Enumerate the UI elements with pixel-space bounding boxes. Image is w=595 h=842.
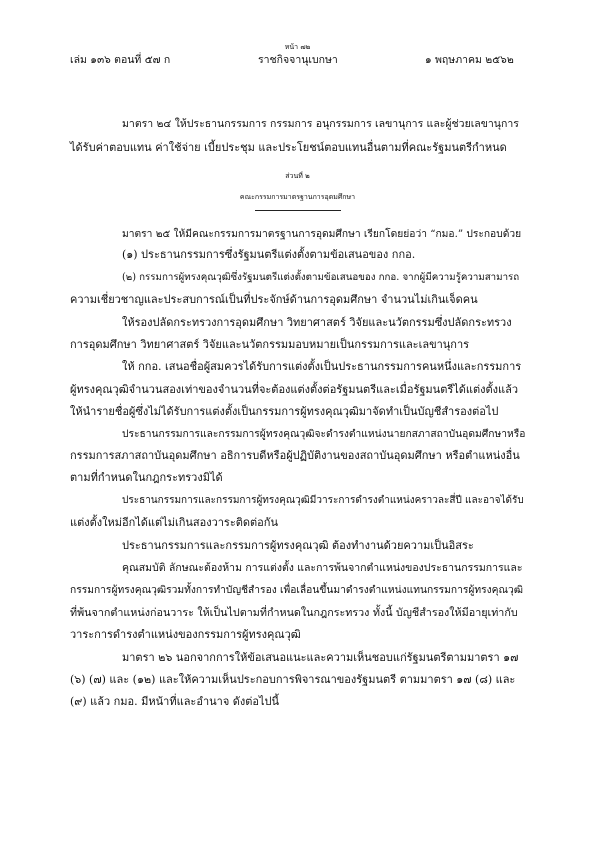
section-25-item-2-line-2: ความเชี่ยวชาญและประสบการณ์เป็นที่ประจักษ์ด้านการอุดมศึกษา จำนวนไม่เกินเจ็ดคน	[70, 293, 478, 306]
section-25-item-1: (๑) ประธานกรรมการซึ่งรัฐมนตรีแต่งตั้งตามข้อเสนอของ กกอ.	[122, 248, 416, 261]
section-25-line-1: มาตรา ๒๕ ให้มีคณะกรรมการมาตรฐานการอุดมศึกษา เรียกโดยย่อว่า “กมอ.” ประกอบด้วย	[122, 228, 522, 240]
section-24-line-2: ได้รับค่าตอบแทน ค่าใช้จ่าย เบี้ยประชุม และประโยชน์ตอบแทนอื่นตามที่คณะรัฐมนตรีกำหนด	[70, 141, 507, 154]
prohibition-paragraph-line-1: ประธานกรรมการและกรรมการผู้ทรงคุณวุฒิจะดำรงตำแหน่งนายกสภาสถาบันอุดมศึกษาหรือ	[122, 428, 526, 440]
prohibition-paragraph-line-3: ตามที่กำหนดในกฎกระทรวงมิได้	[70, 471, 223, 484]
nomination-paragraph-line-3: ให้นำรายชื่อผู้ซึ่งไม่ได้รับการแต่งตั้งเป็นกรรมการผู้ทรงคุณวุฒิมาจัดทำเป็นบัญชีสำรองต่อไป	[70, 405, 499, 418]
section-26-line-2: (๖) (๗) และ (๑๒) และให้ความเห็นประกอบการพิจารณาของรัฐมนตรี ตามมาตรา ๑๗ (๘) และ	[70, 673, 516, 686]
heading-divider	[255, 210, 341, 211]
qualification-paragraph-line-1: คุณสมบัติ ลักษณะต้องห้าม การแต่งตั้ง และการพ้นจากตำแหน่งของประธานกรรมการและ	[122, 562, 523, 574]
section-25-item-2-line-1: (๒) กรรมการผู้ทรงคุณวุฒิซึ่งรัฐมนตรีแต่งตั้งตามข้อเสนอของ กกอ. จากผู้มีความรู้ความสามารถ	[122, 272, 520, 283]
section-26-line-3: (๙) แล้ว กมอ. มีหน้าที่และอำนาจ ดังต่อไปนี้	[70, 695, 280, 708]
qualification-paragraph-line-4: วาระการดำรงตำแหน่งของกรรมการผู้ทรงคุณวุฒิ	[70, 628, 301, 641]
part-title: คณะกรรมการมาตรฐานการอุดมศึกษา	[239, 193, 356, 201]
section-24-line-1: มาตรา ๒๔ ให้ประธานกรรมการ กรรมการ อนุกรรมการ เลขานุการ และผู้ช่วยเลขานุการ	[122, 118, 519, 130]
independence-paragraph: ประธานกรรมการและกรรมการผู้ทรงคุณวุฒิ ต้องทำงานด้วยความเป็นอิสระ	[122, 539, 474, 552]
volume-number: เล่ม ๑๓๖ ตอนที่ ๕๗ ก	[70, 54, 171, 66]
secretary-paragraph-line-1: ให้รองปลัดกระทรวงการอุดมศึกษา วิทยาศาสตร์ วิจัยและนวัตกรรมซึ่งปลัดกระทรวง	[122, 316, 512, 329]
term-paragraph-line-2: แต่งตั้งใหม่อีกได้แต่ไม่เกินสองวาระติดต่อกัน	[70, 516, 278, 529]
qualification-paragraph-line-3: ที่พ้นจากตำแหน่งก่อนวาระ ให้เป็นไปตามที่กำหนดในกฎกระทรวง ทั้งนี้ บัญชีสำรองให้มีอายุเท่ากับ	[70, 606, 518, 619]
nomination-paragraph-line-1: ให้ กกอ. เสนอชื่อผู้สมควรได้รับการแต่งตั้งเป็นประธานกรรมการคนหนึ่งและกรรมการ	[122, 360, 522, 373]
secretary-paragraph-line-2: การอุดมศึกษา วิทยาศาสตร์ วิจัยและนวัตกรรมมอบหมายเป็นกรรมการและเลขานุการ	[70, 338, 470, 351]
term-paragraph-line-1: ประธานกรรมการและกรรมการผู้ทรงคุณวุฒิมีวาระการดำรงตำแหน่งคราวละสี่ปี และอาจได้รับ	[122, 495, 524, 506]
nomination-paragraph-line-2: ผู้ทรงคุณวุฒิจำนวนสองเท่าของจำนวนที่จะต้องแต่งตั้งต่อรัฐมนตรีและเมื่อรัฐมนตรีได้แต่งตั้งแล้ว	[70, 383, 519, 396]
gazette-name: ราชกิจจานุเบกษา	[258, 54, 338, 66]
qualification-paragraph-line-2: กรรมการผู้ทรงคุณวุฒิรวมทั้งการทำบัญชีสำรอง เพื่อเลื่อนขึ้นมาดำรงตำแหน่งแทนกรรมการผู้ทรงคุณวุฒิ	[70, 584, 524, 596]
publication-date: ๑ พฤษภาคม ๒๕๖๒	[425, 54, 514, 66]
prohibition-paragraph-line-2: กรรมการสภาสถาบันอุดมศึกษา อธิการบดีหรือผู้ปฏิบัติงานของสถาบันอุดมศึกษา หรือตำแหน่งอื่น	[70, 449, 520, 462]
part-heading: ส่วนที่ ๒	[285, 172, 310, 180]
page-number: หน้า ๗๒	[284, 43, 311, 51]
section-26-line-1: มาตรา ๒๖ นอกจากการให้ข้อเสนอแนะและความเห็นชอบแก่รัฐมนตรีตามมาตรา ๑๗	[122, 651, 519, 664]
